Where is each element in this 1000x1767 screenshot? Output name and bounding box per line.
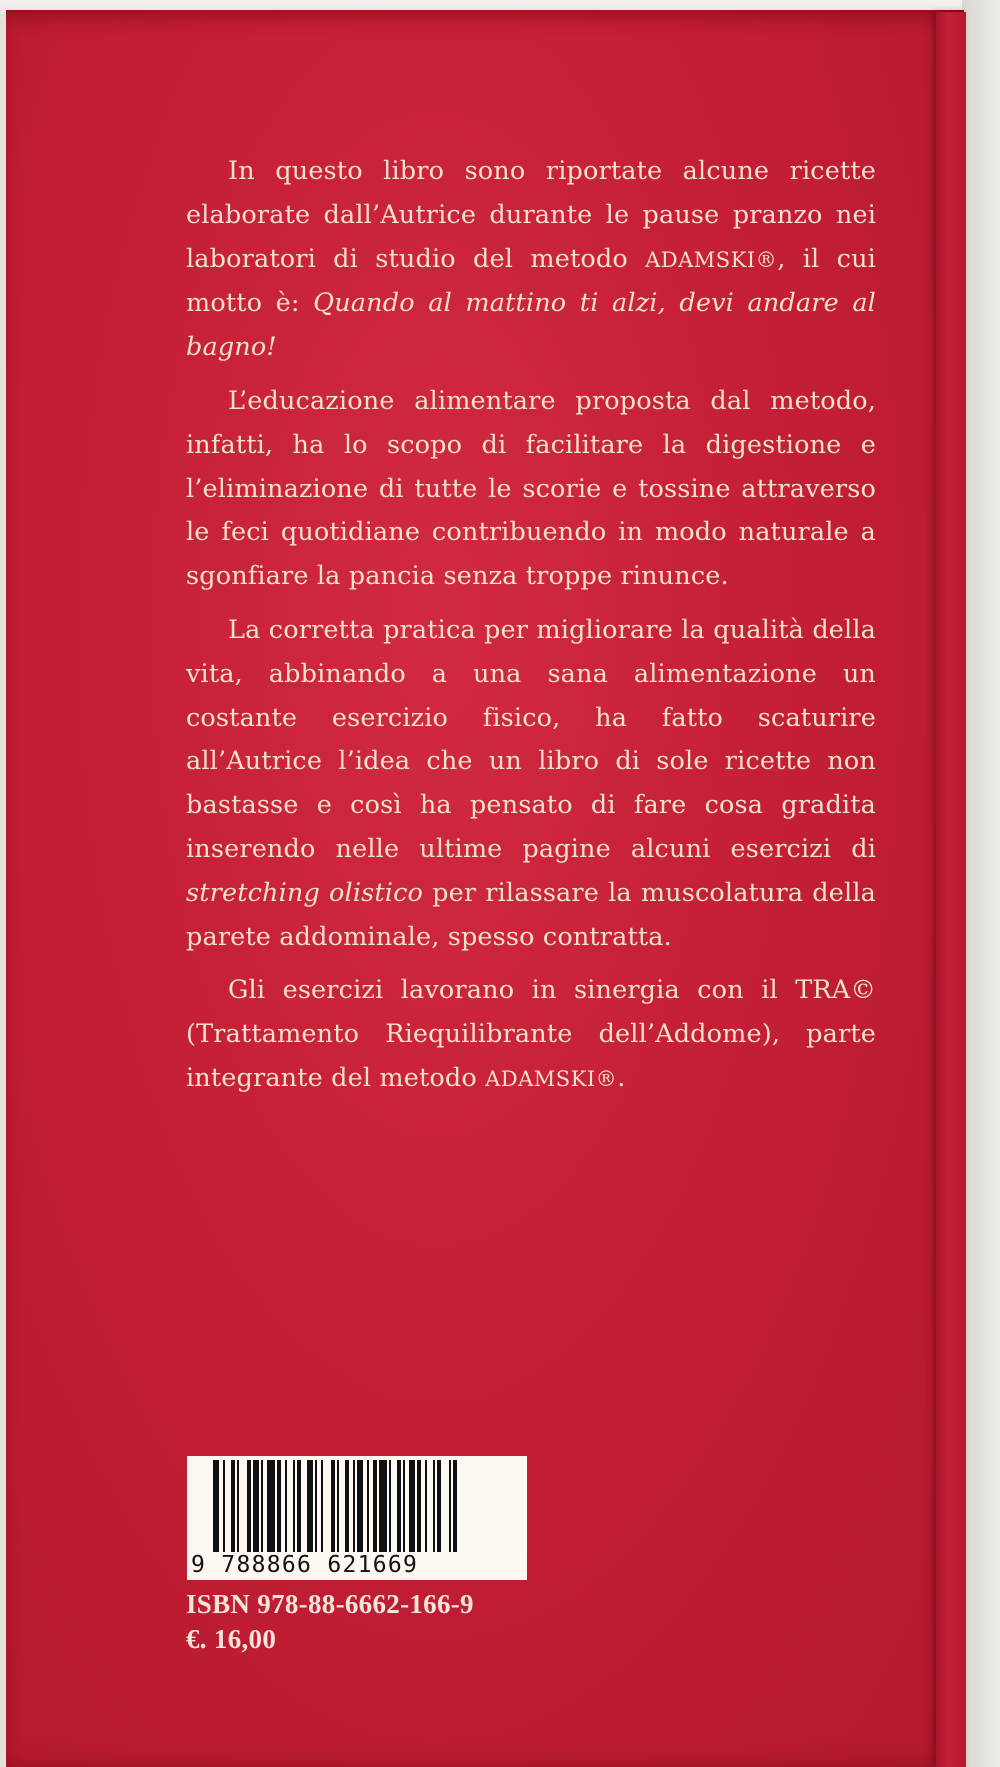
barcode-bar bbox=[285, 1460, 287, 1552]
barcode-bar bbox=[213, 1460, 219, 1552]
barcode-bar bbox=[357, 1460, 363, 1552]
barcode bbox=[187, 1456, 527, 1580]
barcode-bar bbox=[449, 1460, 451, 1552]
blurb-paragraph bbox=[186, 150, 876, 370]
background-right bbox=[962, 0, 1000, 1767]
barcode-bar bbox=[379, 1460, 387, 1552]
blurb-text bbox=[186, 150, 876, 1112]
barcode-bar bbox=[425, 1460, 427, 1552]
barcode-bar bbox=[417, 1460, 421, 1552]
barcode-bar bbox=[409, 1460, 415, 1552]
barcode-bar bbox=[389, 1460, 391, 1552]
brand-name: ADAMSKI® bbox=[485, 1066, 618, 1091]
barcode-bar bbox=[297, 1460, 301, 1552]
blurb-paragraph bbox=[186, 380, 876, 599]
barcode-bar bbox=[345, 1460, 349, 1552]
isbn-number: ISBN 978-88-6662-166-9 bbox=[186, 1589, 474, 1619]
barcode-bar bbox=[253, 1460, 259, 1552]
barcode-bar bbox=[437, 1460, 441, 1552]
barcode-bar bbox=[231, 1460, 235, 1552]
barcode-bar bbox=[367, 1460, 369, 1552]
barcode-bar bbox=[321, 1460, 323, 1552]
blurb-paragraph bbox=[186, 609, 876, 959]
barcode-bar bbox=[261, 1460, 263, 1552]
text-run: L’educazione alimentare proposta dal metodo, infatti, ha lo scopo di facilitare la digestione e l’eliminazione di tutte le scorie e tossine attraverso le feci quotidiane contribuendo in modo naturale a sgonfiare la pancia senza troppe rinunce. bbox=[186, 385, 876, 592]
blurb-paragraph bbox=[186, 969, 876, 1101]
barcode-bar bbox=[453, 1460, 457, 1552]
barcode-bar bbox=[223, 1460, 225, 1552]
barcode-bar bbox=[331, 1460, 335, 1552]
barcode-bar bbox=[373, 1460, 377, 1552]
barcode-bar bbox=[315, 1460, 317, 1552]
text-run: , il cui motto è: bbox=[186, 243, 876, 319]
emphasis-term: stretching olistico bbox=[186, 877, 424, 908]
barcode-bar bbox=[397, 1460, 401, 1552]
text-run: In questo libro sono riportate alcune ricette elaborate dall’Autrice durante le pause pranzo nei laboratori di studio del metodo bbox=[186, 156, 876, 274]
text-run: Gli esercizi lavorano in sinergia con il TRA© (Trattamento Riequilibrante dell’Addome), parte integrante del metodo bbox=[186, 975, 876, 1093]
barcode-bar bbox=[337, 1460, 339, 1552]
barcode-bar bbox=[403, 1460, 405, 1552]
barcode-bar bbox=[433, 1460, 435, 1552]
barcode-bar bbox=[307, 1460, 313, 1552]
barcode-bar bbox=[353, 1460, 355, 1552]
text-run: La corretta pratica per migliorare la qualità della vita, abbinando a una sana alimentazione un costante esercizio fisico, ha fatto scaturire all’Autrice l’idea che un libro di sole ricette non bastasse e così ha pensato di fare cosa gradita inserendo nelle ultime pagine alcuni esercizi di bbox=[186, 614, 876, 864]
barcode-bar bbox=[267, 1460, 275, 1552]
barcode-bar bbox=[293, 1460, 295, 1552]
motto: Quando al mattino ti alzi, devi andare al bagno! bbox=[186, 288, 876, 363]
text-run: . bbox=[617, 1062, 626, 1093]
book-edge bbox=[936, 12, 966, 1767]
barcode-bar bbox=[277, 1460, 281, 1552]
text-run: per rilassare la muscolatura della parete addominale, spesso contratta. bbox=[186, 877, 876, 952]
barcode-bars bbox=[187, 1456, 527, 1556]
barcode-bar bbox=[237, 1460, 239, 1552]
price: €. 16,00 bbox=[186, 1624, 277, 1654]
barcode-bar bbox=[247, 1460, 251, 1552]
brand-name: ADAMSKI® bbox=[645, 247, 778, 272]
barcode-digits: 9 788866 621669 bbox=[191, 1552, 419, 1578]
